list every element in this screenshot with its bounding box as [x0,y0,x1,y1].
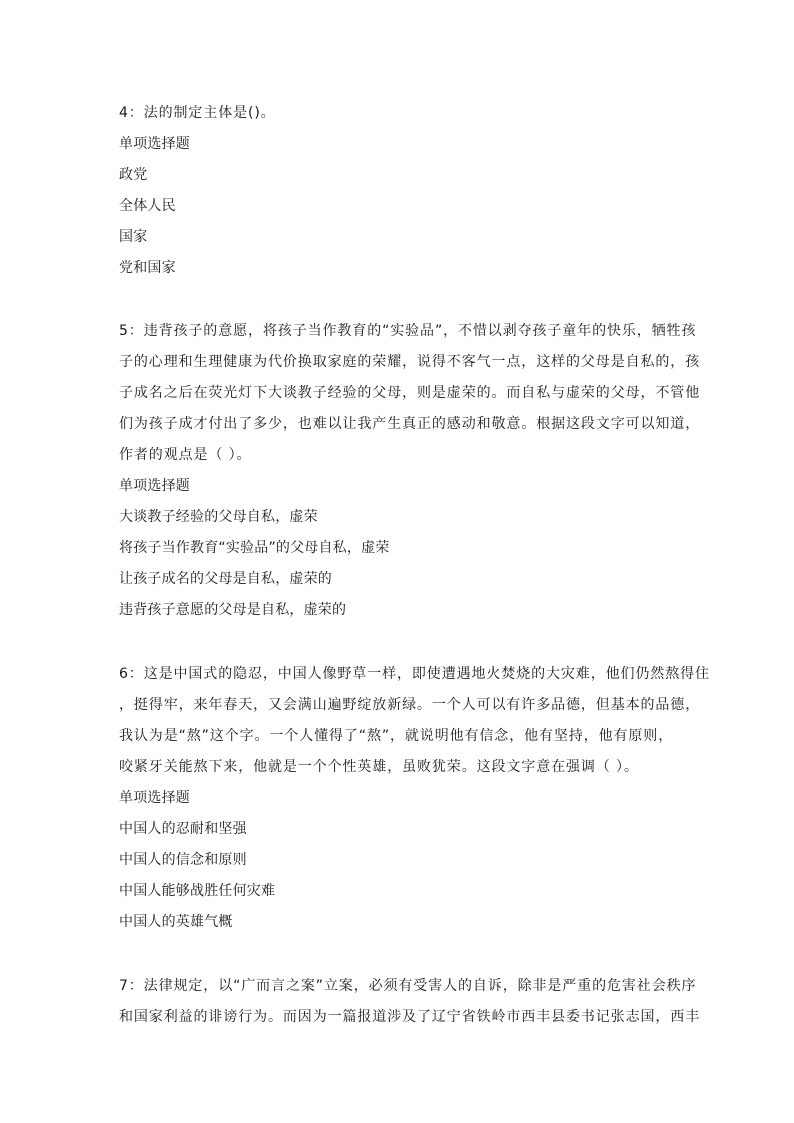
question-stem: 6：这是中国式的隐忍，中国人像野草一样，即使遭遇地火焚烧的大灾难，他们仍然熬得住 [119,666,710,682]
question-stem: 5：违背孩子的意愿，将孩子当作教育的“实验品”，不惜以剥夺孩子童年的快乐，牺牲孩 [119,323,697,339]
question-type: 单项选择题 [119,478,190,494]
question-stem: ，挺得牢，来年春天，又会满山遍野绽放新绿。一个人可以有许多品德，但基本的品德， [119,697,701,713]
option[interactable]: 大谈教子经验的父母自私，虚荣 [119,509,318,525]
question-4 [119,98,679,284]
question-stem: 和国家利益的诽谤行为。而因为一篇报道涉及了辽宁省铁岭市西丰县委书记张志国，西丰 [119,1009,701,1025]
option[interactable]: 党和国家 [119,260,176,276]
option[interactable]: 中国人的忍耐和坚强 [119,821,247,837]
option[interactable]: 国家 [119,229,148,245]
question-stem: 子的心理和生理健康为代价换取家庭的荣耀，说得不客气一点，这样的父母是自私的，孩 [119,354,701,370]
question-6 [119,659,710,938]
option[interactable]: 中国人能够战胜任何灾难 [119,883,276,899]
question-type: 单项选择题 [119,136,190,152]
option[interactable]: 中国人的英雄气概 [119,914,233,930]
option[interactable]: 违背孩子意愿的父母是自私，虚荣的 [119,602,347,618]
question-stem: 咬紧牙关能熬下来，他就是一个个性英雄，虽败犹荣。这段文字意在强调（ ）。 [119,759,639,775]
question-stem: 作者的观点是（ ）。 [119,447,252,463]
question-stem: 我认为是“熬”这个字。一个人懂得了“熬”，就说明他有信念，他有坚持，他有原则， [119,728,674,744]
question-stem: 7：法律规定，以“广而言之案”立案，必须有受害人的自诉，除非是严重的危害社会秩序 [119,978,697,994]
option[interactable]: 将孩子当作教育“实验品”的父母自私，虚荣 [119,540,390,556]
question-stem: 子成名之后在荧光灯下大谈教子经验的父母，则是虚荣的。而自私与虚荣的父母，不管他 [119,385,701,401]
question-stem: 4：法的制定主体是()。 [119,105,276,121]
question-stem: 们为孩子成才付出了多少，也难以让我产生真正的感动和敬意。根据这段文字可以知道， [119,416,701,432]
option[interactable]: 让孩子成名的父母是自私，虚荣的 [119,571,332,587]
option[interactable]: 中国人的信念和原则 [119,852,247,868]
question-5 [119,316,701,626]
question-type: 单项选择题 [119,790,190,806]
option[interactable]: 政党 [119,167,148,183]
option[interactable]: 全体人民 [119,198,176,214]
question-7 [119,971,701,1033]
